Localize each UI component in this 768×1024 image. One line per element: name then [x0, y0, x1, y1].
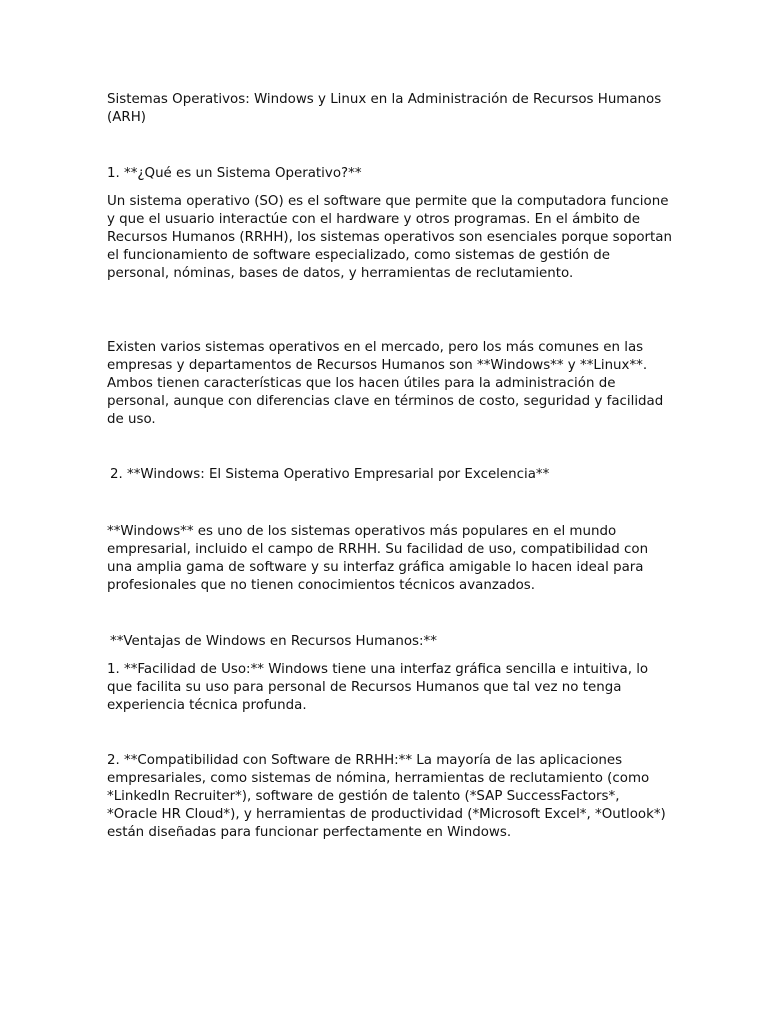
- document-title: Sistemas Operativos: Windows y Linux en la Administración de Recursos Humanos (ARH): [107, 92, 662, 125]
- section2-heading: 2. **Windows: El Sistema Operativo Empresarial por Excelencia**: [110, 467, 550, 482]
- section1-paragraph-1: Un sistema operativo (SO) es el software que permite que la computadora funcione y que el usuario interactúe con el hardware y otros programas. En el ámbito de Recursos Humanos (RRHH), los sistemas operativos son esenciales porque soportan el funcionamiento de software especializado, como sistemas de gestión de personal, nóminas, bases de datos, y herramientas de reclutamiento.: [107, 194, 672, 281]
- advantages-heading: **Ventajas de Windows en Recursos Humanos:**: [110, 634, 437, 649]
- section2-paragraph-1: **Windows** es uno de los sistemas operativos más populares en el mundo empresarial, incluido el campo de RRHH. Su facilidad de uso, compatibilidad con una amplia gama de software y su interfaz gráfica amigable lo hacen ideal para profesionales que no tienen conocimientos técnicos avanzados.: [107, 524, 649, 593]
- advantage-2: 2. **Compatibilidad con Software de RRHH:** La mayoría de las aplicaciones empresariales, como sistemas de nómina, herramientas de reclutamiento (como *LinkedIn Recruiter*), software de gestión de talento (*SAP SuccessFactors*, *Oracle HR Cloud*), y herramientas de productividad (*Microsoft Excel*, *Outlook*) están diseñadas para funcionar perfectamente en Windows.: [107, 753, 666, 840]
- section1-heading: 1. **¿Qué es un Sistema Operativo?**: [107, 166, 362, 181]
- section1-paragraph-2: Existen varios sistemas operativos en el mercado, pero los más comunes en las empresas y departamentos de Recursos Humanos son **Windows** y **Linux**. Ambos tienen características que los hacen útiles para la administración de personal, aunque con diferencias clave en términos de costo, seguridad y facilidad de uso.: [107, 340, 664, 427]
- advantage-1: 1. **Facilidad de Uso:** Windows tiene una interfaz gráfica sencilla e intuitiva, lo que facilita su uso para personal de Recursos Humanos que tal vez no tenga experiencia técnica profunda.: [107, 662, 649, 713]
